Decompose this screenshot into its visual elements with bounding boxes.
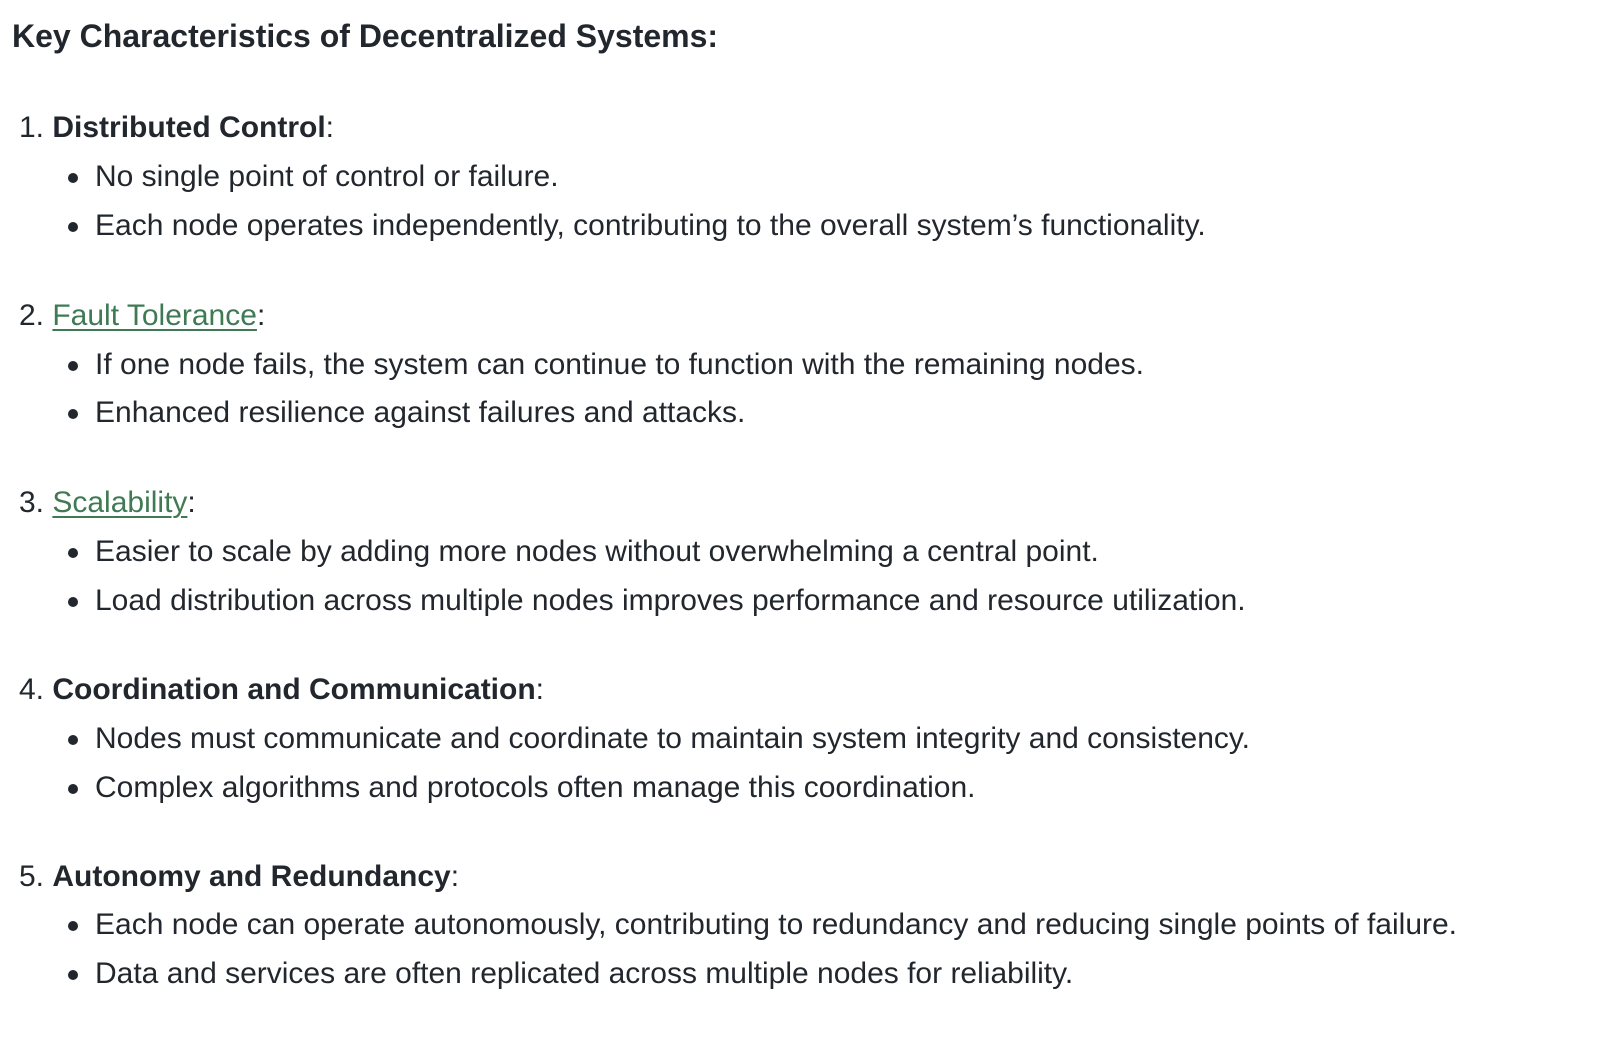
bullet-dot-icon: [68, 409, 78, 419]
item-title-colon: :: [535, 673, 545, 706]
bullet-dot-icon: [68, 361, 78, 371]
item-title-row: [19, 296, 265, 336]
item-title: Autonomy and Redundancy: [52, 860, 451, 893]
bullet-text: Each node operates independently, contributing to the overall system’s functionality.: [95, 209, 1206, 242]
item-number: 1.: [19, 111, 53, 144]
item-title: Coordination and Communication: [52, 673, 536, 706]
bullet-text: No single point of control or failure.: [95, 160, 559, 193]
bullet-dot-icon: [68, 970, 78, 980]
bullet-text: Nodes must communicate and coordinate to maintain system integrity and consistency.: [95, 722, 1250, 755]
bullet-dot-icon: [68, 173, 78, 183]
item-number: 3.: [19, 486, 53, 519]
bullet-text: Each node can operate autonomously, contributing to redundancy and reducing single points of failure.: [95, 908, 1458, 941]
item-title: Distributed Control: [52, 111, 326, 144]
bullet-text: Load distribution across multiple nodes improves performance and resource utilization.: [95, 584, 1246, 617]
bullet-text: Complex algorithms and protocols often manage this coordination.: [95, 771, 976, 804]
item-title-colon: :: [450, 860, 460, 893]
bullet-text: If one node fails, the system can continue to function with the remaining nodes.: [95, 348, 1144, 381]
item-number: 2.: [19, 299, 53, 332]
bullet-text: Enhanced resilience against failures and attacks.: [95, 396, 746, 429]
item-title-row: [19, 670, 544, 710]
bullet-text: Easier to scale by adding more nodes without overwhelming a central point.: [95, 535, 1099, 568]
scalability-link[interactable]: Scalability: [52, 486, 188, 519]
item-title-row: [19, 108, 334, 148]
bullet-dot-icon: [68, 921, 78, 931]
bullet-dot-icon: [68, 548, 78, 558]
item-title-colon: :: [325, 111, 335, 144]
item-number: 5.: [19, 860, 53, 893]
page-heading: Key Characteristics of Decentralized Systems:: [12, 18, 719, 54]
fault-tolerance-link[interactable]: Fault Tolerance: [52, 299, 257, 332]
item-title-row: [19, 857, 459, 897]
bullet-dot-icon: [68, 784, 78, 794]
bullet-dot-icon: [68, 735, 78, 745]
bullet-text: Data and services are often replicated across multiple nodes for reliability.: [95, 957, 1074, 990]
item-title-colon: :: [187, 486, 196, 519]
bullet-dot-icon: [68, 222, 78, 232]
item-title-colon: :: [256, 299, 266, 332]
bullet-dot-icon: [68, 597, 78, 607]
item-number: 4.: [19, 673, 53, 706]
item-title-row: [19, 483, 196, 523]
